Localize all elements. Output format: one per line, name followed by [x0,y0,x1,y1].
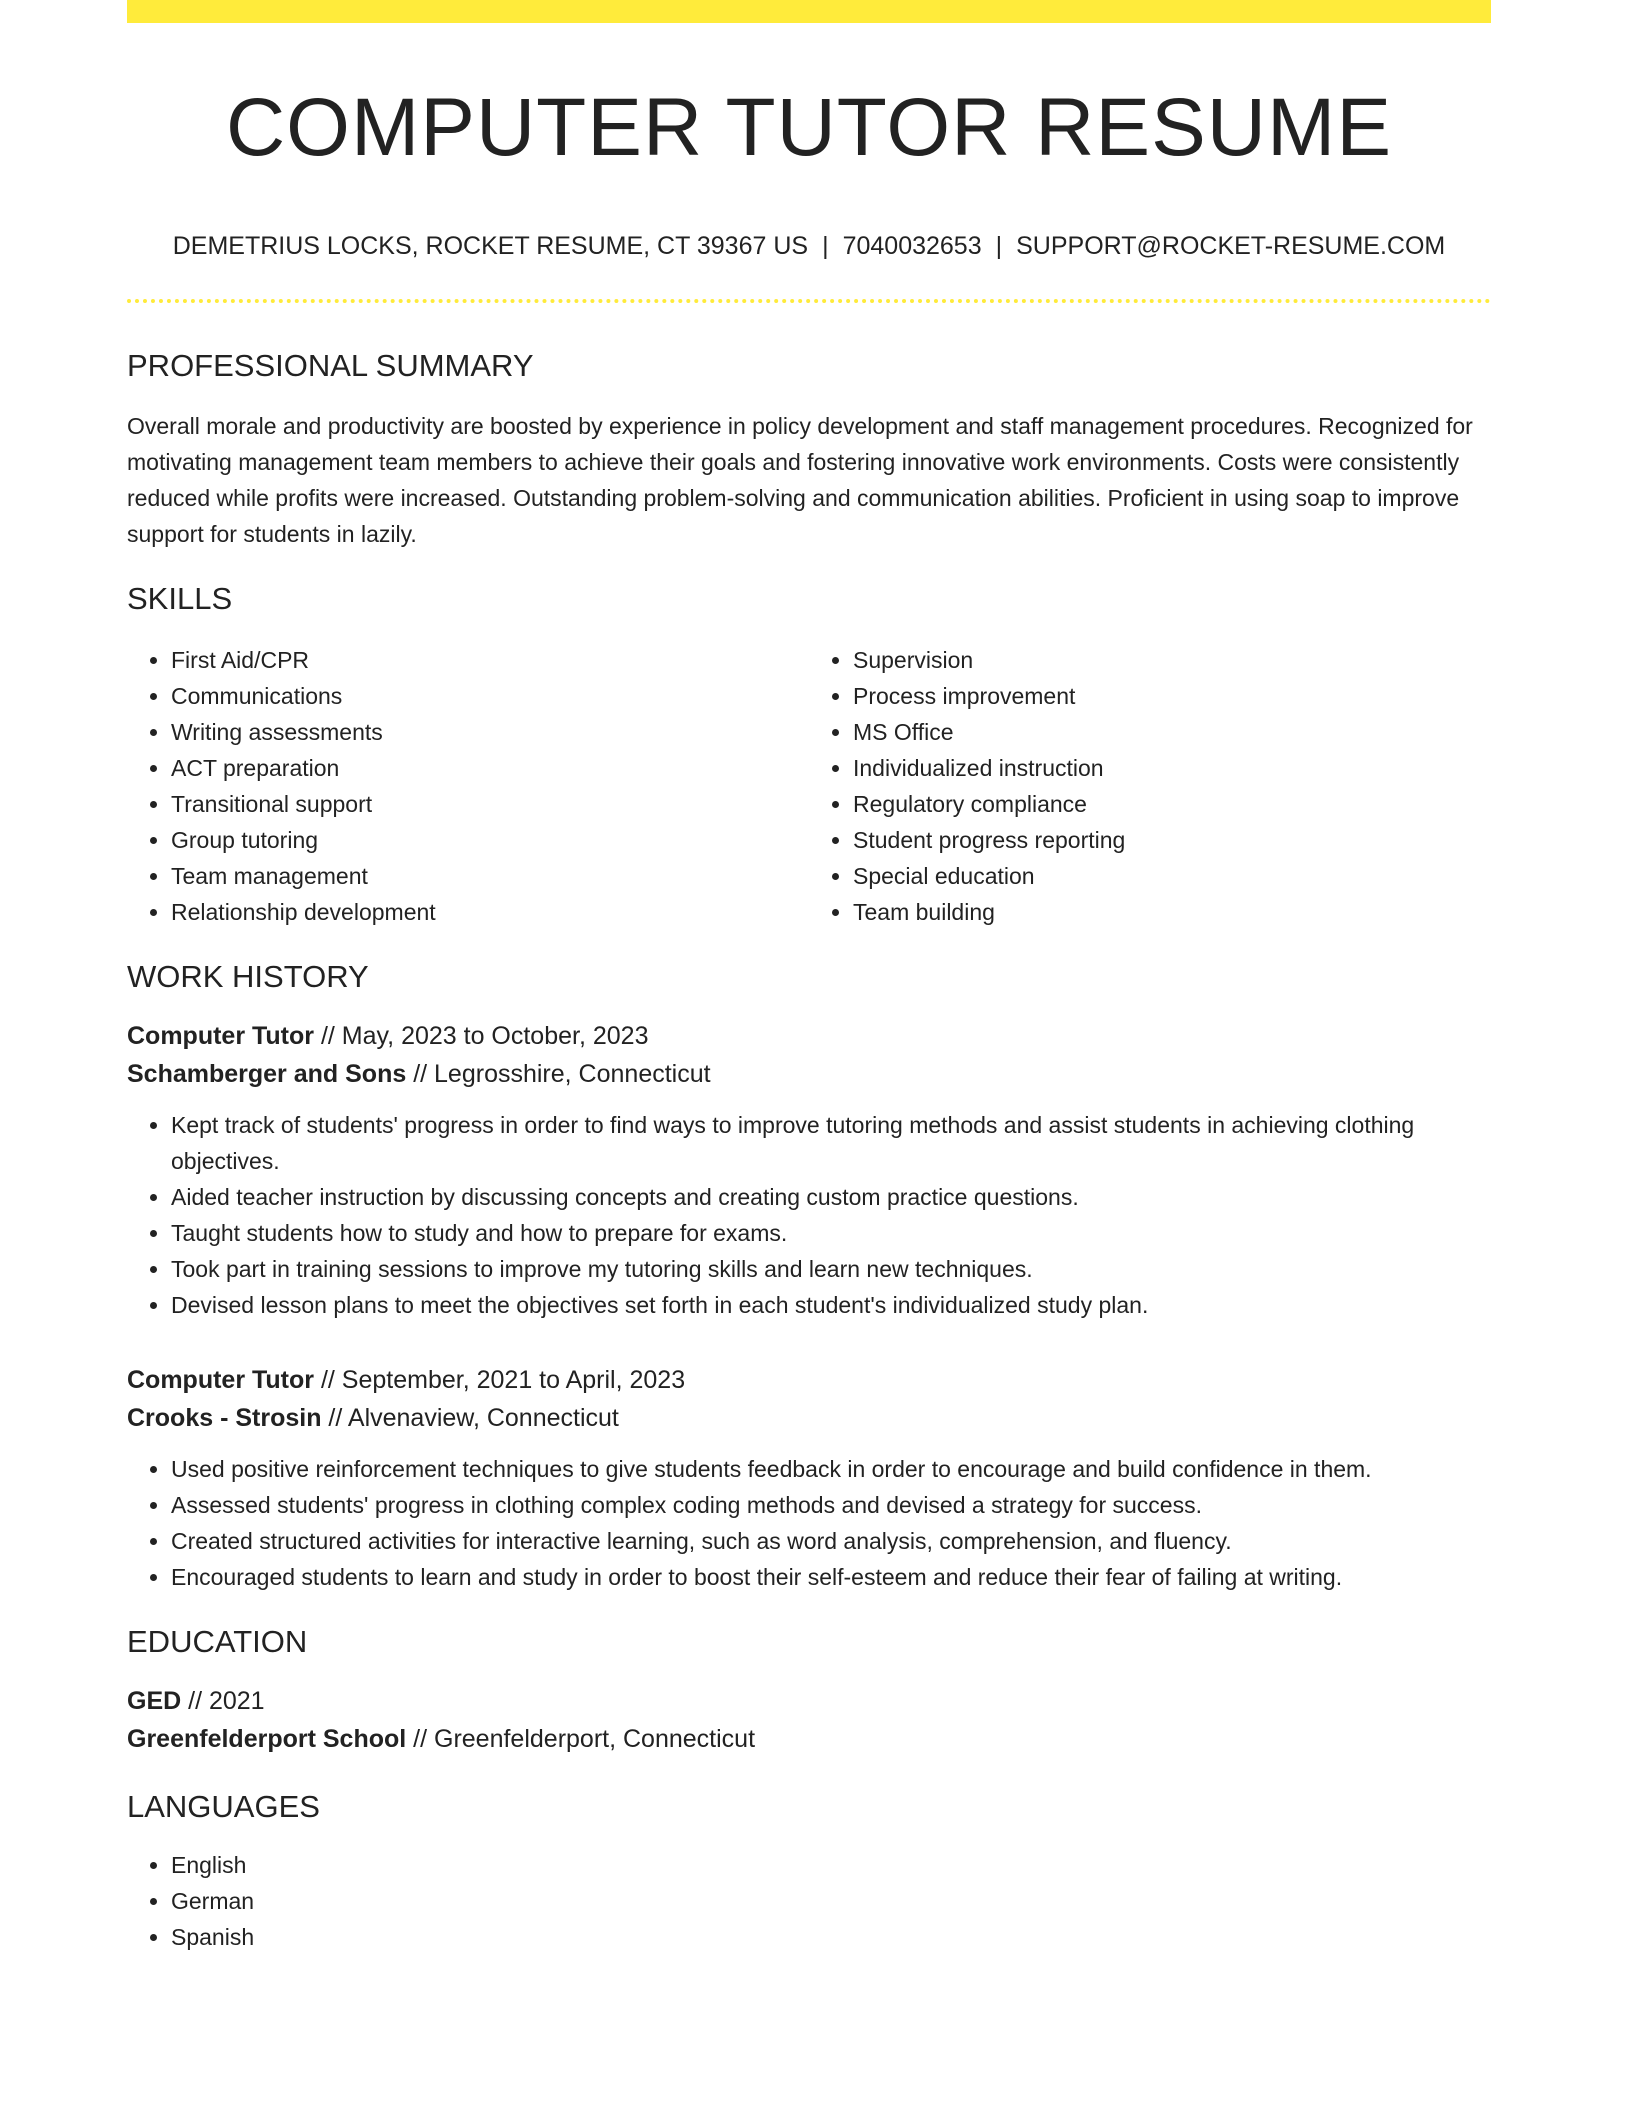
skills-heading: SKILLS [127,581,233,617]
skills-list-right [809,642,1491,930]
job-title-line [127,1017,1491,1055]
job-bullet: • Encouraged students to learn and study in order to boost their self-esteem and reduce their fear of failing at writing. [171,1559,1491,1595]
job-title-line [127,1361,1491,1399]
work-history-heading: WORK HISTORY [127,958,369,994]
contact-line [127,231,1491,261]
skill-item: • Student progress reporting [853,822,1491,858]
education-heading: EDUCATION [127,1623,308,1659]
education-school-line [127,1720,1491,1758]
skill-item: • First Aid/CPR [171,642,809,678]
skill-item: • Special education [853,858,1491,894]
skill-item: • Communications [171,678,809,714]
skill-item: • Team building [853,894,1491,930]
skill-item: • Transitional support [171,786,809,822]
job-bullets [127,1107,1491,1323]
skill-item: • Group tutoring [171,822,809,858]
skill-item: • Relationship development [171,894,809,930]
job-bullet: • Took part in training sessions to improve my tutoring skills and learn new techniques. [171,1251,1491,1287]
top-accent-bar [127,0,1491,23]
skill-item: • Individualized instruction [853,750,1491,786]
job-company: Crooks - Strosin [127,1403,322,1432]
dotted-divider [127,299,1491,303]
resume-title: COMPUTER TUTOR RESUME [225,82,1393,173]
job-company-line [127,1399,1491,1437]
languages-heading: LANGUAGES [127,1788,320,1824]
skill-item: • Writing assessments [171,714,809,750]
language-item: • Spanish [171,1919,1491,1955]
education-degree: GED [127,1686,182,1715]
resume-content [127,23,1491,1955]
job-bullet: • Taught students how to study and how to prepare for exams. [171,1215,1491,1251]
summary-heading: PROFESSIONAL SUMMARY [127,348,534,384]
job-bullet: • Created structured activities for interactive learning, such as word analysis, comprehension, and fluency. [171,1523,1491,1559]
contact-email[interactable]: SUPPORT@ROCKET-RESUME.COM [1016,232,1446,261]
contact-separator: | [995,232,1003,261]
education-year: // 2021 [181,1686,265,1715]
education-entry [127,1682,1491,1758]
language-item: • German [171,1883,1491,1919]
job-bullet: • Kept track of students' progress in order to find ways to improve tutoring methods and assist students in achieving clothing objectives. [171,1107,1491,1179]
job-bullet: • Used positive reinforcement techniques to give students feedback in order to encourage and build confidence in them. [171,1451,1491,1487]
job-bullets [127,1451,1491,1595]
job-entry [127,1361,1491,1595]
education-school: Greenfelderport School [127,1724,407,1753]
job-entry [127,1017,1491,1323]
skill-item: • Team management [171,858,809,894]
skill-item: • Supervision [853,642,1491,678]
job-company-line [127,1055,1491,1093]
skill-item: • Process improvement [853,678,1491,714]
job-title: Computer Tutor [127,1365,315,1394]
job-bullet: • Devised lesson plans to meet the objectives set forth in each student's individualized study plan. [171,1287,1491,1323]
job-company: Schamberger and Sons [127,1059,407,1088]
job-dates: // September, 2021 to April, 2023 [314,1365,686,1394]
summary-text: Overall morale and productivity are boosted by experience in policy development and staff management procedures. Recognized for motivating management team members to achieve their goals and fostering innovative work environments. Costs were consistently reduced while profits were increased. Outstanding problem-solving and communication abilities. Proficient in using soap to improve support for students in lazily. [127,413,1473,548]
languages-list [127,1847,1491,1955]
job-location: // Legrosshire, Connecticut [406,1059,711,1088]
skill-item: • MS Office [853,714,1491,750]
job-title: Computer Tutor [127,1021,315,1050]
skill-item: • Regulatory compliance [853,786,1491,822]
job-bullet: • Assessed students' progress in clothing complex coding methods and devised a strategy for success. [171,1487,1491,1523]
skills-list-left [127,642,809,930]
language-item: • English [171,1847,1491,1883]
contact-address: DEMETRIUS LOCKS, ROCKET RESUME, CT 39367 US [172,232,809,261]
skills-columns [127,642,1491,930]
job-dates: // May, 2023 to October, 2023 [314,1021,649,1050]
education-degree-line [127,1682,1491,1720]
contact-phone: 7040032653 [842,232,982,261]
education-location: // Greenfelderport, Connecticut [406,1724,756,1753]
job-location: // Alvenaview, Connecticut [321,1403,619,1432]
skill-item: • ACT preparation [171,750,809,786]
job-bullet: • Aided teacher instruction by discussing concepts and creating custom practice questions. [171,1179,1491,1215]
contact-separator: | [822,232,829,261]
